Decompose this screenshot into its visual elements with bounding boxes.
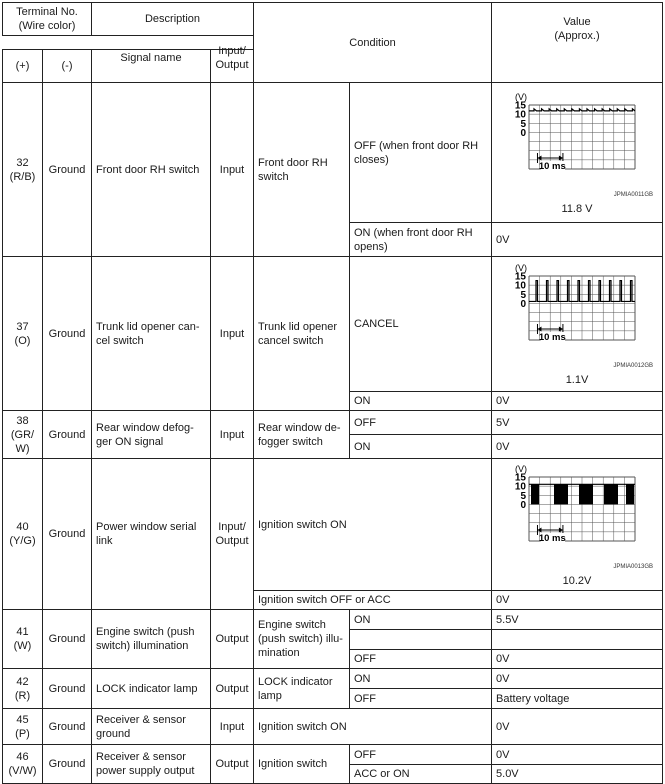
waveform-burst bbox=[579, 484, 593, 504]
value-cell: 0V bbox=[492, 709, 663, 745]
io-cell: Output bbox=[211, 610, 254, 669]
terminal-cell: 37 (O) bbox=[3, 257, 43, 411]
tick-label: 15 bbox=[514, 472, 527, 483]
tick-label: 10 bbox=[514, 280, 527, 292]
waveform-graph bbox=[501, 90, 653, 190]
tick-label: 10 bbox=[514, 481, 527, 493]
waveform-32: (V) 15 10 5 0 10 ms JPMIA0011GB 11.8 V bbox=[501, 90, 653, 216]
tick-label: 15 bbox=[514, 271, 527, 283]
scale-label: 10 ms bbox=[538, 160, 566, 172]
condition-cell: Ignition switch ON bbox=[254, 459, 492, 591]
condition-sub-cell: OFF bbox=[350, 411, 492, 435]
tick-label: 0 bbox=[520, 499, 527, 511]
condition-header: Condition bbox=[254, 3, 492, 83]
value-cell: 5V bbox=[492, 411, 663, 435]
io-cell: Input bbox=[211, 257, 254, 411]
condition-main-cell: LOCK indicator lamp bbox=[254, 669, 350, 709]
value-cell: 0V bbox=[492, 669, 663, 689]
empty-cell bbox=[492, 630, 663, 650]
condition-main-cell: Rear window de-fogger switch bbox=[254, 411, 350, 459]
waveform-cell bbox=[492, 459, 663, 591]
description-header: Description bbox=[92, 3, 254, 36]
scale-label: 10 ms bbox=[538, 532, 566, 544]
waveform-37: (V) 15 10 5 0 10 ms JPMIA0012GB 1.1V bbox=[501, 261, 653, 387]
terminal-cell: 38 (GR/ W) bbox=[3, 411, 43, 459]
tick-label: 0 bbox=[520, 127, 527, 139]
tick-label: 5 bbox=[520, 490, 527, 502]
terminal-cell: 41 (W) bbox=[3, 610, 43, 669]
ground-cell: Ground bbox=[43, 257, 92, 411]
condition-sub-cell: ON (when front door RH opens) bbox=[350, 223, 492, 257]
io-cell: Output bbox=[211, 745, 254, 784]
waveform-burst bbox=[604, 484, 618, 504]
io-header: Input/ Output bbox=[211, 42, 254, 75]
signal-cell: Front door RH switch bbox=[92, 83, 211, 257]
terminal-spec-table bbox=[2, 2, 663, 784]
condition-sub-cell: ON bbox=[350, 435, 492, 459]
io-cell: Input bbox=[211, 709, 254, 745]
condition-main-cell: Ignition switch bbox=[254, 745, 350, 784]
condition-cell: Ignition switch ON bbox=[254, 709, 492, 745]
waveform-cell bbox=[492, 257, 663, 392]
io-cell: Output bbox=[211, 669, 254, 709]
value-cell: 5.0V bbox=[492, 765, 663, 784]
signal-cell: Receiver & sensor power supply output bbox=[92, 745, 211, 784]
condition-main-cell: Trunk lid opener cancel switch bbox=[254, 257, 350, 411]
waveform-value: 1.1V bbox=[565, 374, 589, 386]
unit-label: (V) bbox=[515, 463, 528, 474]
value-cell: Battery voltage bbox=[492, 689, 663, 709]
io-cell: Input bbox=[211, 83, 254, 257]
condition-sub-cell: ACC or ON bbox=[350, 765, 492, 784]
terminal-cell: 45 (P) bbox=[3, 709, 43, 745]
minus-header: (-) bbox=[43, 50, 92, 83]
value-cell: 0V bbox=[492, 223, 663, 257]
waveform-cell bbox=[492, 83, 663, 223]
terminal-cell: 32 (R/B) bbox=[3, 83, 43, 257]
value-cell: 0V bbox=[492, 591, 663, 610]
condition-sub-cell: OFF bbox=[350, 745, 492, 765]
ground-cell: Ground bbox=[43, 669, 92, 709]
scale-label: 10 ms bbox=[538, 332, 566, 343]
empty-cell bbox=[350, 630, 492, 650]
signal-cell: Power window serial link bbox=[92, 459, 211, 610]
condition-sub-cell: OFF (when front door RH closes) bbox=[350, 83, 492, 223]
ground-cell: Ground bbox=[43, 610, 92, 669]
signal-cell: Trunk lid opener can-cel switch bbox=[92, 257, 211, 411]
waveform-graph bbox=[501, 261, 653, 361]
tick-label: 15 bbox=[514, 100, 527, 111]
value-header: Value (Approx.) bbox=[492, 3, 663, 83]
waveform-value: 10.2V bbox=[562, 574, 592, 587]
signal-cell: Engine switch (push switch) illumination bbox=[92, 610, 211, 669]
condition-sub-cell: ON bbox=[350, 392, 492, 411]
tick-label: 0 bbox=[520, 298, 527, 310]
waveform-burst bbox=[554, 484, 568, 504]
value-cell: 0V bbox=[492, 435, 663, 459]
plus-header: (+) bbox=[3, 50, 43, 83]
ground-cell: Ground bbox=[43, 709, 92, 745]
signal-name-header: Signal name bbox=[92, 42, 211, 75]
ground-cell: Ground bbox=[43, 83, 92, 257]
terminal-cell: 46 (V/W) bbox=[3, 745, 43, 784]
waveform-40: (V) 15 10 5 0 10 ms JPMIA0013GB 10.2V bbox=[501, 462, 653, 588]
condition-sub-cell: OFF bbox=[350, 689, 492, 709]
signal-cell: Rear window defog-ger ON signal bbox=[92, 411, 211, 459]
waveform-graph bbox=[501, 462, 653, 562]
condition-cell: Ignition switch OFF or ACC bbox=[254, 591, 492, 610]
condition-sub-cell: ON bbox=[350, 669, 492, 689]
ground-cell: Ground bbox=[43, 459, 92, 610]
tick-label: 5 bbox=[520, 118, 527, 130]
condition-main-cell: Engine switch (push switch) illu-mination bbox=[254, 610, 350, 669]
signal-cell: Receiver & sensor ground bbox=[92, 709, 211, 745]
signal-cell: LOCK indicator lamp bbox=[92, 669, 211, 709]
condition-sub-cell: CANCEL bbox=[350, 257, 492, 392]
ground-cell: Ground bbox=[43, 745, 92, 784]
terminal-no-header: Terminal No. (Wire color) bbox=[3, 3, 92, 36]
condition-sub-cell: ON bbox=[350, 610, 492, 630]
tick-label: 5 bbox=[520, 289, 527, 301]
condition-main-cell: Front door RH switch bbox=[254, 83, 350, 257]
waveform-burst bbox=[531, 484, 539, 504]
waveform-burst bbox=[626, 484, 634, 504]
tick-label: 10 bbox=[514, 109, 527, 121]
value-cell: 0V bbox=[492, 745, 663, 765]
value-cell: 0V bbox=[492, 650, 663, 669]
terminal-cell: 42 (R) bbox=[3, 669, 43, 709]
value-cell: 0V bbox=[492, 392, 663, 411]
io-cell: Input bbox=[211, 411, 254, 459]
terminal-cell: 40 (Y/G) bbox=[3, 459, 43, 610]
value-cell: 5.5V bbox=[492, 610, 663, 630]
unit-label: (V) bbox=[515, 91, 528, 102]
unit-label: (V) bbox=[515, 263, 528, 273]
io-cell: Input/ Output bbox=[211, 459, 254, 610]
condition-sub-cell: OFF bbox=[350, 650, 492, 669]
waveform-value: 11.8 V bbox=[561, 202, 593, 215]
ground-cell: Ground bbox=[43, 411, 92, 459]
